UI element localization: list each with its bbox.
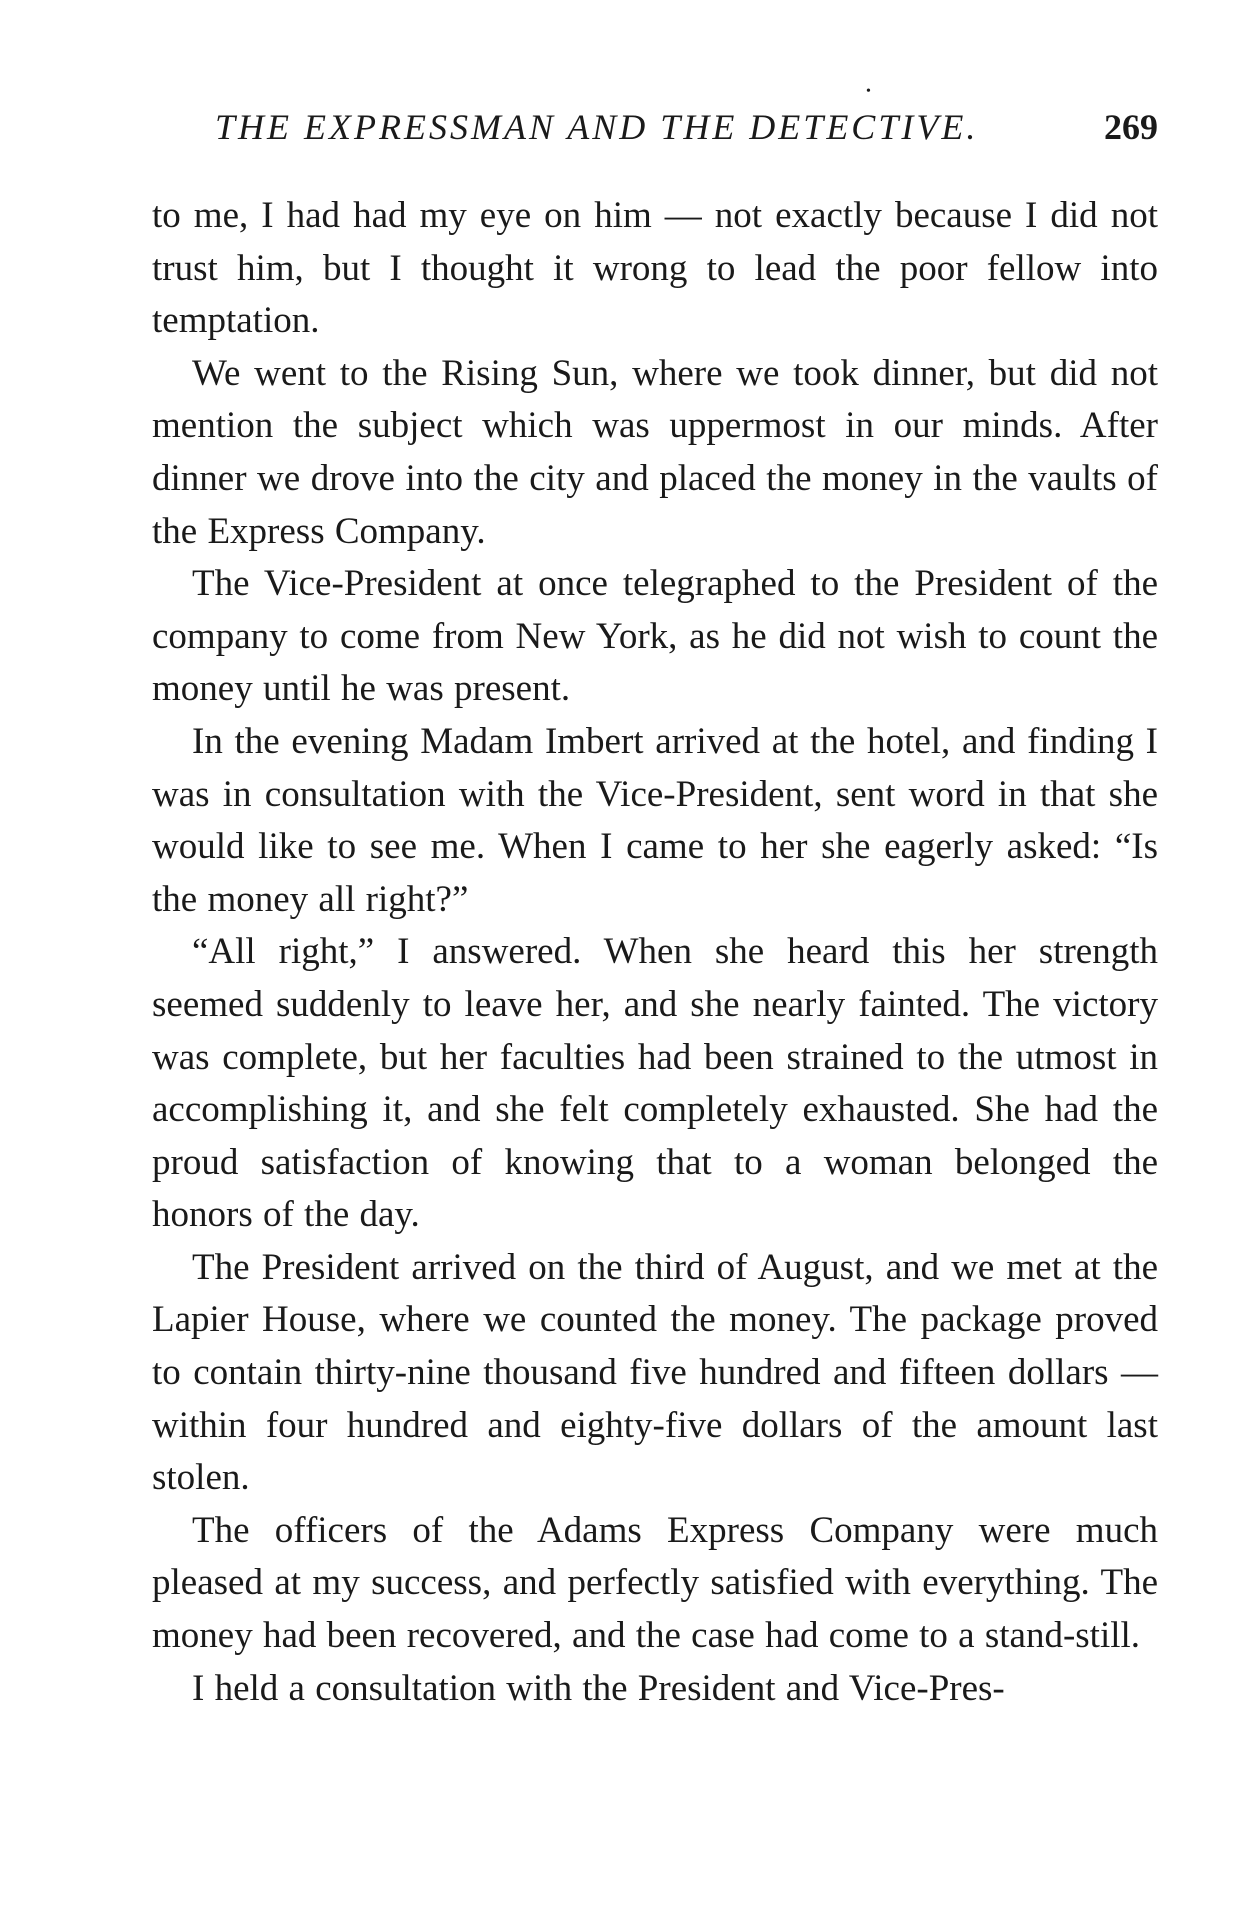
body-text — [152, 190, 1158, 1715]
page-number: 269 — [1104, 107, 1158, 147]
paragraph-5: “All right,” I answered. When she heard this her strength seemed suddenly to leave her, and she nearly fainted. The victory was complete, but her faculties had been strained to the utmost in accomplishing it, and she felt completely exhausted. She had the proud satisfaction of knowing that to a woman belonged the honors of the day. — [152, 931, 1158, 1236]
header-mark: • — [866, 84, 871, 99]
paragraph-7: The officers of the Adams Express Company were much pleased at my success, and perfectly satisfied with everything. The money had been recovered, and the case had come to a stand-still. — [152, 1509, 1158, 1657]
paragraph-3: The Vice-President at once telegraphed to the President of the company to come from New York, as he did not wish to count the money until he was present. — [152, 563, 1158, 710]
paragraph-1: to me, I had had my eye on him — not exactly because I did not trust him, but I thought it wrong to lead the poor fellow into temptation. — [152, 195, 1158, 342]
running-title: THE EXPRESSMAN AND THE DETECTIVE. — [215, 107, 979, 147]
paragraph-4: In the evening Madam Imbert arrived at the hotel, and finding I was in consultation with the Vice-President, sent word in that she would like to see me. When I came to her she eagerly asked: “Is the money all right?” — [152, 720, 1158, 920]
book-page — [152, 84, 1158, 1715]
paragraph-6: The President arrived on the third of August, and we met at the Lapier House, where we counted the money. The package proved to contain thirty-nine thousand five hundred and fifteen dollars — within four hundred and eighty-five dollars of the amount last stolen. — [152, 1246, 1158, 1499]
paragraph-2: We went to the Rising Sun, where we took dinner, but did not mention the subject which was uppermost in our minds. After dinner we drove into the city and placed the money in the vaults of the Express Company. — [152, 352, 1158, 552]
paragraph-8: I held a consultation with the President and Vice-Pres- — [192, 1667, 1005, 1709]
running-header — [152, 84, 1158, 156]
